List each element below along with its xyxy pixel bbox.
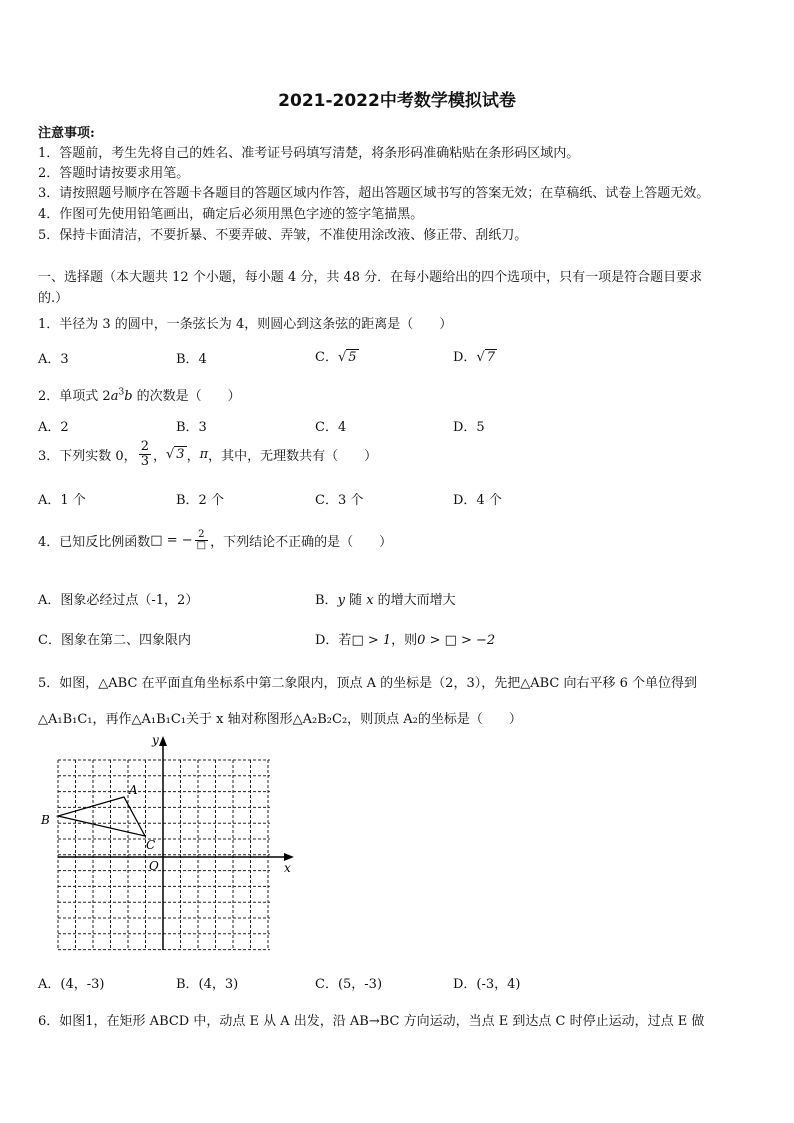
q4-option-d: D．若□ > 1，则0 > □ > −2 bbox=[315, 633, 496, 648]
q3-option-d: D．4 个 bbox=[453, 493, 502, 508]
notice-item-5: 5．保持卡面清洁，不要折暴、不要弄破、弄皱，不准使用涂改液、修正带、刮纸刀。 bbox=[38, 228, 528, 243]
triangle-abc bbox=[58, 797, 145, 836]
q4-option-c: C．图象在第二、四象限内 bbox=[38, 633, 191, 648]
q2-option-c: C．4 bbox=[315, 420, 347, 435]
sqrt-symbol: √ 7 bbox=[476, 350, 496, 365]
y-axis-arrow bbox=[159, 736, 167, 746]
x-axis-arrow bbox=[284, 853, 294, 861]
q1-stem: 1．半径为 3 的圆中，一条弦长为 4，则圆心到这条弦的距离是（ ） bbox=[38, 317, 453, 332]
q2-option-b: B．3 bbox=[176, 420, 207, 435]
point-c-label: C bbox=[146, 838, 156, 852]
coordinate-grid-figure bbox=[38, 732, 298, 957]
q3-option-a: A．1 个 bbox=[38, 493, 86, 508]
q5-option-d: D．(-3，4) bbox=[453, 977, 521, 992]
origin-label: O bbox=[149, 859, 159, 873]
notice-item-4: 4．作图可先使用铅笔画出，确定后必须用黑色字迹的签字笔描黑。 bbox=[38, 207, 424, 222]
q6-stem-line1: 6．如图1，在矩形 ABCD 中，动点 E 从 A 出发，沿 AB→BC 方向运动，当点 E 到达点 C 时停止运动，过点 E 做 bbox=[38, 1014, 705, 1029]
notice-item-3: 3．请按照题号顺序在答题卡各题目的答题区域内作答，超出答题区域书写的答案无效；在草稿纸、试卷上答题无效。 bbox=[38, 186, 710, 201]
sqrt-symbol: √ 3 bbox=[165, 447, 185, 462]
fraction: $\frac{2}{3}$ bbox=[140, 439, 149, 469]
y-axis-label: y bbox=[152, 733, 159, 747]
q5-stem-line2: △A₁B₁C₁，再作△A₁B₁C₁关于 x 轴对称图形△A₂B₂C₂，则顶点 A₂的坐标是（ ） bbox=[38, 712, 522, 727]
q3-stem: 3．下列实数 0， $\frac{2}{3}$ ，√ 3 ，π，其中，无理数共有（ ） bbox=[38, 439, 378, 469]
q5-option-b: B．(4，3) bbox=[176, 977, 239, 992]
x-axis-label: x bbox=[284, 861, 291, 875]
q4-stem: 4．已知反比例函数□ = − $\frac{2}{□}$ ，下列结论不正确的是（ ） bbox=[38, 529, 393, 551]
q1-option-c: C．√ 5 bbox=[315, 350, 357, 365]
q1-option-a: A．3 bbox=[38, 352, 69, 367]
q5-stem-line1: 5．如图，△ABC 在平面直角坐标系中第二象限内，顶点 A 的坐标是（2，3），先把△ABC 向右平移 6 个单位得到 bbox=[38, 676, 698, 691]
q2-option-d: D．5 bbox=[453, 420, 485, 435]
section-heading-line2: 的.） bbox=[38, 291, 69, 306]
page-title: 2021-2022中考数学模拟试卷 bbox=[278, 91, 516, 111]
point-a-label: A bbox=[129, 783, 138, 797]
q5-option-a: A．(4，-3) bbox=[38, 977, 105, 992]
notice-heading: 注意事项: bbox=[38, 126, 95, 141]
notice-item-1: 1．答题前，考生先将自己的姓名、准考证号码填写清楚，将条形码准确粘贴在条形码区域内。 bbox=[38, 146, 580, 161]
q1-option-d: D．√ 7 bbox=[453, 350, 496, 365]
q4-option-a: A．图象必经过点（-1，2） bbox=[38, 593, 199, 608]
q4-option-b: B．y 随 x 的增大而增大 bbox=[315, 593, 456, 608]
q2-option-a: A．2 bbox=[38, 420, 69, 435]
sqrt-symbol: √ 5 bbox=[337, 350, 357, 365]
notice-item-2: 2．答题时请按要求用笔。 bbox=[38, 166, 190, 181]
q3-option-b: B．2 个 bbox=[176, 493, 224, 508]
fraction: $\frac{2}{□}$ bbox=[196, 529, 207, 551]
q2-stem: 2．单项式 $2a^3b$ 的次数是（ ） bbox=[38, 387, 241, 404]
q1-option-b: B．4 bbox=[176, 352, 207, 367]
section-heading-line1: 一、选择题（本大题共 12 个小题，每小题 4 分，共 48 分．在每小题给出的四个选项中，只有一项是符合题目要求 bbox=[38, 270, 703, 285]
q5-option-c: C．(5，-3) bbox=[315, 977, 383, 992]
point-b-label: B bbox=[41, 813, 50, 827]
q3-option-c: C．3 个 bbox=[315, 493, 364, 508]
